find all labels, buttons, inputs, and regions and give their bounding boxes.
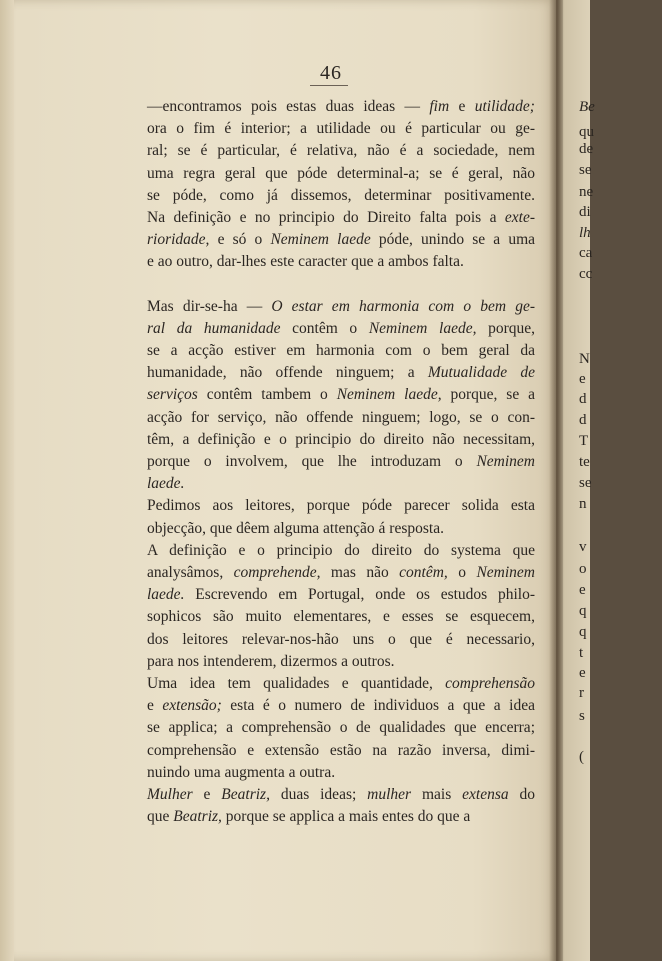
text-line	[130, 584, 535, 606]
facing-page-letter: N	[579, 351, 590, 367]
text-line	[130, 806, 535, 828]
text-run: ral; se é particular, é relativa, não é a sociedade, nem	[147, 142, 535, 160]
text-run: analysâmos,	[147, 564, 234, 582]
text-line	[130, 384, 535, 406]
text-line	[130, 762, 535, 784]
text-line	[130, 407, 535, 429]
text-run: sophicos são muito elementares, e esses se esquecem,	[147, 608, 535, 626]
text-run: porque o involvem, que lhe introduzam o	[147, 453, 477, 471]
text-line	[130, 673, 535, 695]
gutter-shadow	[549, 0, 563, 961]
text-run: porque, se a	[441, 386, 535, 404]
text-run: Uma idea tem qualidades e quantidade,	[147, 675, 446, 693]
italic-text: extensão;	[162, 697, 222, 715]
paragraph	[130, 540, 535, 673]
page-edge	[0, 0, 14, 961]
text-line	[130, 118, 535, 140]
text-run: e	[192, 786, 222, 804]
text-run: se a acção estiver em harmonia com o bem geral da	[147, 342, 535, 360]
italic-text: extensa	[462, 786, 509, 804]
text-run: contêm o	[280, 319, 369, 337]
facing-page-letter: d	[579, 412, 587, 428]
text-run: para nos intenderem, dizermos a outros.	[147, 652, 395, 670]
facing-page-letter: di	[579, 204, 591, 220]
text-line	[130, 695, 535, 717]
italic-text: comprehensão	[445, 675, 535, 693]
italic-text: Neminem	[476, 453, 535, 471]
text-run: o	[447, 564, 477, 582]
text-line	[130, 362, 535, 384]
facing-page-letter: v	[579, 539, 587, 555]
facing-page-letter: q	[579, 624, 587, 640]
italic-text: laede.	[147, 586, 185, 604]
paragraph	[130, 96, 535, 274]
paragraph	[130, 784, 535, 828]
facing-page-letter: se	[579, 475, 592, 491]
italic-text: mulher	[367, 786, 412, 804]
text-run: porque se applica a mais entes do que a	[221, 808, 471, 826]
facing-page-letter: n	[579, 496, 587, 512]
text-line	[130, 629, 535, 651]
text-line	[130, 451, 535, 473]
text-line	[130, 717, 535, 739]
italic-text: Neminem laede,	[368, 319, 477, 337]
text-run: se póde, como já dissemos, determinar positivamente.	[147, 186, 535, 204]
paragraph	[130, 673, 535, 784]
text-run: Pedimos aos leitores, porque póde parecer solida esta	[147, 497, 535, 515]
page-number: 46	[320, 62, 342, 84]
facing-page-letter: se	[579, 162, 592, 178]
text-run: têm, a definição e o principio do direito não necessitam,	[147, 430, 535, 448]
facing-page-letter: ca	[579, 245, 593, 261]
text-line	[130, 540, 535, 562]
text-line	[130, 651, 535, 673]
italic-text: Neminem laede,	[336, 386, 442, 404]
italic-text: laede.	[147, 475, 185, 493]
facing-page-letter: Be	[579, 99, 595, 115]
text-run: acção for serviço, não offende ninguem; logo, se o con-	[147, 408, 535, 426]
italic-text: rioridade,	[147, 231, 210, 249]
text-line	[130, 740, 535, 762]
page-number-rule	[310, 85, 348, 86]
paragraph	[130, 296, 535, 496]
text-run: e ao outro, dar-lhes este caracter que a ambos falta.	[147, 253, 464, 271]
italic-text: fim	[429, 98, 450, 115]
text-run: que	[147, 808, 174, 826]
text-run: e	[147, 697, 163, 715]
text-line	[130, 784, 535, 806]
facing-page-letter: cc	[579, 266, 593, 282]
text-run: nuindo uma augmenta a outra.	[147, 763, 336, 781]
facing-page-letter: s	[579, 708, 585, 724]
facing-page-letter: (	[579, 749, 584, 765]
text-run: mas não	[320, 564, 400, 582]
text-line	[130, 318, 535, 340]
italic-text: comprehende,	[233, 564, 321, 582]
italic-text: Beatriz,	[221, 786, 270, 804]
facing-page-letter: q	[579, 603, 587, 619]
text-line	[130, 429, 535, 451]
text-line	[130, 296, 535, 318]
text-run: —encontramos pois estas duas ideas —	[147, 98, 430, 115]
text-run: e	[449, 98, 475, 115]
text-run: comprehensão e extensão estão na razão inversa, dimi-	[147, 741, 535, 759]
text-line	[130, 163, 535, 185]
text-line	[130, 518, 535, 540]
italic-text: ral da humanidade	[147, 319, 281, 337]
text-run: dos leitores relevar-nos-hão uns o que é necessario,	[147, 630, 535, 648]
text-line	[130, 562, 535, 584]
facing-page-letter: de	[579, 141, 594, 157]
text-line	[130, 207, 535, 229]
italic-text: O estar em harmonia com o bem ge-	[271, 297, 535, 315]
italic-text: contêm,	[399, 564, 448, 582]
text-run: se applica; a comprehensão o de qualidades que encerra;	[147, 719, 535, 737]
facing-page-letter: te	[579, 454, 590, 470]
text-run: duas ideas;	[269, 786, 368, 804]
text-run: do	[508, 786, 536, 804]
italic-text: Neminem	[476, 564, 535, 582]
facing-page-letter: e	[579, 665, 586, 681]
facing-page-letter: lh	[579, 225, 591, 241]
text-run: Na definição e no principio do Direito falta pois a	[147, 209, 505, 227]
text-run: porque,	[476, 319, 536, 337]
facing-page-letter: e	[579, 371, 586, 387]
text-run: póde, unindo se a uma	[370, 231, 535, 249]
italic-text: utilidade;	[474, 98, 535, 115]
italic-text: exte-	[504, 209, 535, 227]
text-run: objecção, que dêem alguma attenção á resposta.	[147, 519, 444, 537]
italic-text: Beatriz,	[173, 808, 222, 826]
text-line	[130, 473, 535, 495]
text-line	[130, 229, 535, 251]
italic-text: Mutualidade de	[427, 364, 535, 382]
text-run: mais	[411, 786, 463, 804]
facing-page-letter: r	[579, 685, 584, 701]
text-run: Mas dir-se-ha —	[147, 297, 272, 315]
text-line	[130, 185, 535, 207]
italic-text: Neminem laede	[270, 231, 371, 249]
text-run: contêm tambem o	[197, 386, 337, 404]
italic-text: serviços	[147, 386, 198, 404]
text-run: humanidade, não offende ninguem; a	[147, 364, 428, 382]
text-run: A definição e o principio do direito do systema que	[147, 541, 535, 559]
text-run: e só o	[209, 231, 271, 249]
facing-page-letter: ne	[579, 184, 594, 200]
italic-text: Mulher	[147, 786, 193, 804]
paragraph	[130, 495, 535, 539]
text-line	[130, 495, 535, 517]
text-line	[130, 96, 535, 118]
text-line	[130, 251, 535, 273]
facing-page-letter: d	[579, 391, 587, 407]
facing-page-letter: e	[579, 582, 586, 598]
body-text	[130, 96, 535, 829]
text-run: ora o fim é interior; a utilidade ou é particular ou ge-	[147, 120, 535, 138]
facing-page-letter: o	[579, 561, 587, 577]
facing-page-letter: t	[579, 645, 584, 661]
facing-page-letter: T	[579, 433, 589, 449]
text-run: esta é o numero de individuos a que a idea	[221, 697, 535, 715]
facing-page-letter: qu	[579, 124, 594, 140]
text-line	[130, 340, 535, 362]
text-run: Escrevendo em Portugal, onde os estudos philo-	[184, 586, 535, 604]
text-line	[130, 140, 535, 162]
text-line	[130, 606, 535, 628]
text-run: uma regra geral que póde determinal-a; se é geral, não	[147, 164, 535, 182]
